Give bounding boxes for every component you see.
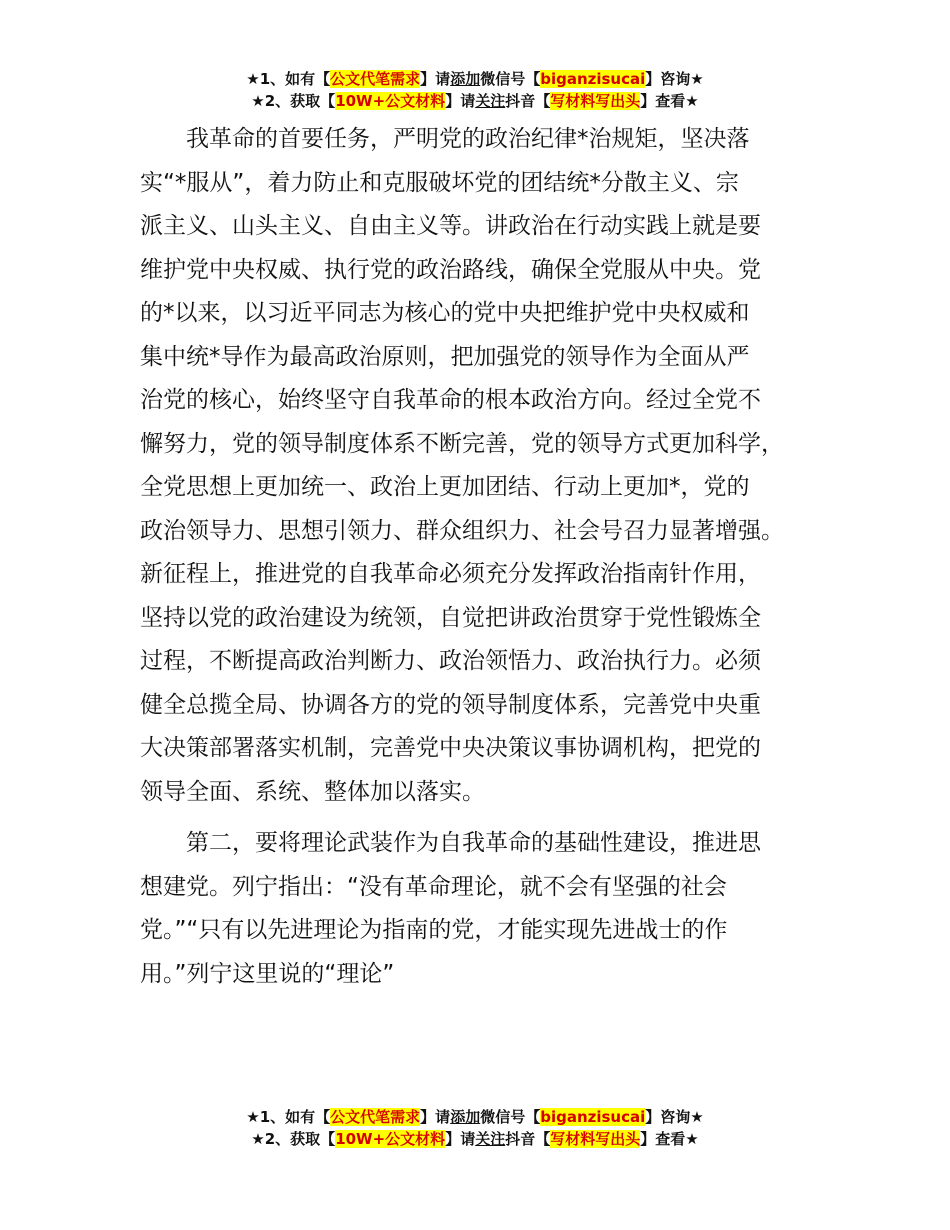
banner-text: ★1、如有【 <box>246 1108 331 1126</box>
text-line: 领导全面、系统、整体加以落实。 <box>140 778 485 805</box>
banner-highlight: 公文代笔需求 <box>330 70 421 88</box>
banner-text: 微信号【 <box>480 1108 541 1126</box>
banner-line-2 <box>0 1128 950 1150</box>
banner-text: 】咨询★ <box>645 70 704 88</box>
text-line: 集中统*导作为最高政治原则，把加强党的领导作为全面从严 <box>140 343 750 370</box>
paragraph <box>140 118 830 814</box>
text-line: 大决策部署落实机制，完善党中央决策议事协调机构，把党的 <box>140 735 761 761</box>
paragraph <box>140 822 830 996</box>
banner-line-1 <box>0 1106 950 1128</box>
banner-text: ★1、如有【 <box>246 70 331 88</box>
banner-highlight: 10W+公文材料 <box>335 92 446 110</box>
text-line: 过程，不断提高政治判断力、政治领悟力、政治执行力。必须 <box>140 648 761 674</box>
text-line: 想建党。列宁指出：“没有革命理论，就不会有坚强的社会 <box>140 873 727 900</box>
banner-underlined-text: 添加 <box>450 70 481 88</box>
footer-banner <box>0 1106 950 1150</box>
banner-text: 抖音【 <box>505 1130 551 1148</box>
banner-text: 抖音【 <box>505 92 551 110</box>
banner-line-2 <box>0 90 950 112</box>
text-line: 用。”列宁这里说的“理论” <box>140 960 395 987</box>
banner-text: 】查看★ <box>640 92 699 110</box>
text-line: 懈努力，党的领导制度体系不断完善，党的领导方式更加科学， <box>140 430 784 457</box>
banner-text: 】请 <box>420 1108 451 1126</box>
text-line: 治党的核心，始终坚守自我革命的根本政治方向。经过全党不 <box>140 387 761 413</box>
text-line: 实“*服从”，着力防止和克服破坏党的团结统*分散主义、宗 <box>140 169 739 196</box>
banner-text: ★2、获取【 <box>251 1130 336 1148</box>
header-banner <box>0 68 950 112</box>
text-line: 新征程上，推进党的自我革命必须充分发挥政治指南针作用， <box>140 561 761 587</box>
banner-highlight: 公文代笔需求 <box>330 1108 421 1126</box>
banner-highlight: biganzisucai <box>540 70 646 88</box>
banner-highlight: 写材料写出头 <box>550 92 641 110</box>
text-line: 健全总揽全局、协调各方的党的领导制度体系，完善党中央重 <box>140 691 761 718</box>
banner-text: 】请 <box>420 70 451 88</box>
banner-highlight: biganzisucai <box>540 1108 646 1126</box>
document-body <box>140 118 830 996</box>
banner-highlight: 10W+公文材料 <box>335 1130 446 1148</box>
banner-highlight: 写材料写出头 <box>550 1130 641 1148</box>
text-line: 坚持以党的政治建设为统领，自觉把讲政治贯穿于党性锻炼全 <box>140 604 761 631</box>
banner-underlined-text: 关注 <box>475 92 506 110</box>
banner-text: ★2、获取【 <box>251 92 336 110</box>
text-line: 第二，要将理论武装作为自我革命的基础性建设，推进思 <box>186 830 761 856</box>
text-line: 全党思想上更加统一、政治上更加团结、行动上更加*，党的 <box>140 474 750 500</box>
banner-underlined-text: 关注 <box>475 1130 506 1148</box>
text-line: 我革命的首要任务，严明党的政治纪律*治规矩，坚决落 <box>186 126 750 152</box>
banner-line-1 <box>0 68 950 90</box>
text-line: 政治领导力、思想引领力、群众组织力、社会号召力显著增强。 <box>140 517 784 544</box>
text-line: 党。”“只有以先进理论为指南的党，才能实现先进战士的作 <box>140 917 728 943</box>
banner-text: 】查看★ <box>640 1130 699 1148</box>
text-line: 维护党中央权威、执行党的政治路线，确保全党服从中央。党 <box>140 256 761 283</box>
text-line: 派主义、山头主义、自由主义等。讲政治在行动实践上就是要 <box>140 213 761 239</box>
text-line: 的*以来，以习近平同志为核心的党中央把维护党中央权威和 <box>140 300 750 326</box>
banner-text: 】请 <box>445 1130 476 1148</box>
banner-text: 微信号【 <box>480 70 541 88</box>
banner-underlined-text: 添加 <box>450 1108 481 1126</box>
banner-text: 】请 <box>445 92 476 110</box>
banner-text: 】咨询★ <box>645 1108 704 1126</box>
